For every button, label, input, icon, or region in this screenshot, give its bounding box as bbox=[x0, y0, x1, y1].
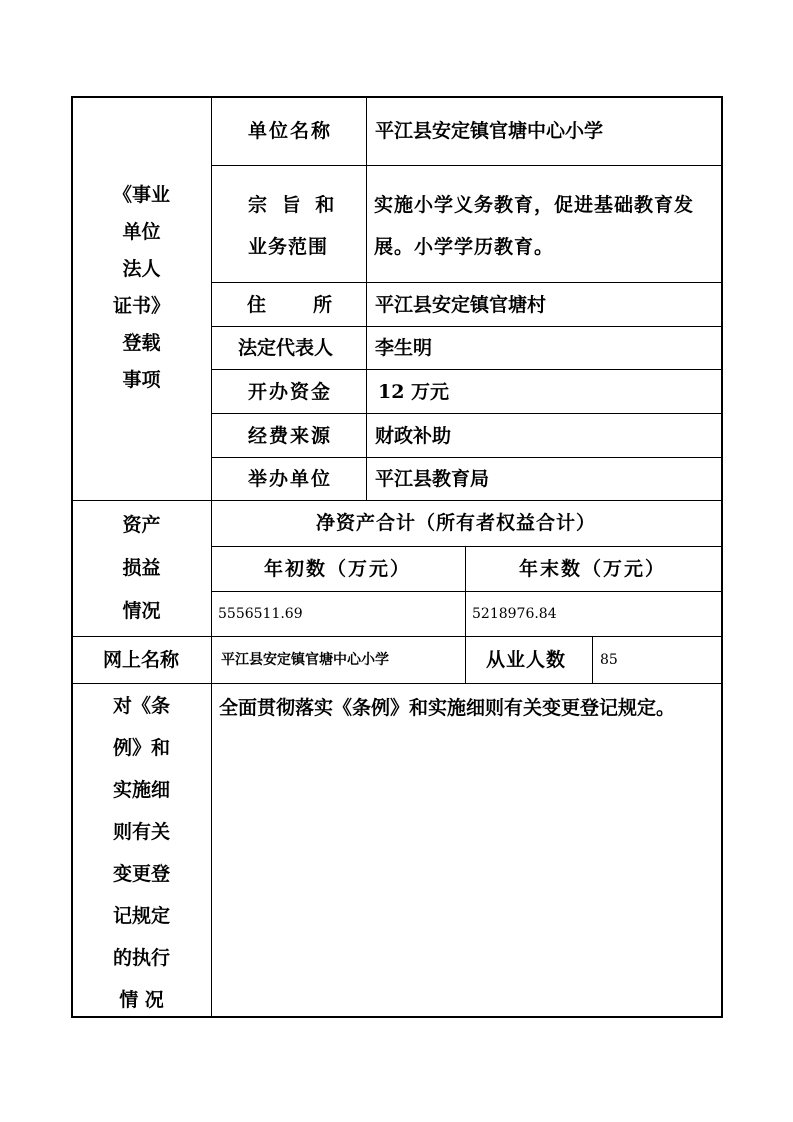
start-of-year-value: 5556511.69 bbox=[218, 606, 303, 622]
staff-count-value: 85 bbox=[600, 652, 618, 668]
registration-section-label bbox=[72, 186, 211, 408]
row-line bbox=[211, 591, 723, 592]
staff-count-label: 从业人数 bbox=[486, 649, 567, 671]
compliance-value: 全面贯彻落实《条例》和实施细则有关变更登记规定。 bbox=[219, 697, 676, 719]
section-label-line: 《事业 bbox=[112, 184, 170, 206]
divider-assets bbox=[71, 500, 723, 501]
section-label-line: 例》和 bbox=[112, 737, 170, 759]
section-label-line: 记规定 bbox=[112, 905, 170, 927]
capital-value: 12 万元 bbox=[378, 381, 450, 403]
section-label-line: 变更登 bbox=[112, 863, 170, 885]
border-top bbox=[71, 96, 723, 98]
purpose-label-line1: 宗 旨 和 bbox=[248, 194, 339, 216]
row-line bbox=[211, 165, 723, 166]
end-of-year-value: 5218976.84 bbox=[472, 606, 557, 622]
section-label-line: 单位 bbox=[122, 221, 161, 243]
assets-section-label bbox=[72, 516, 211, 645]
legal-rep-value: 李生明 bbox=[375, 337, 433, 359]
address-value: 平江县安定镇官塘村 bbox=[375, 294, 547, 316]
address-label: 住 所 bbox=[247, 294, 336, 316]
legal-rep-label: 法定代表人 bbox=[238, 337, 334, 359]
section-label-line: 损益 bbox=[122, 557, 161, 579]
section-label-line: 情 况 bbox=[119, 989, 164, 1011]
online-name-value: 平江县安定镇官塘中心小学 bbox=[221, 652, 389, 668]
section-label-line: 的执行 bbox=[112, 947, 170, 969]
compliance-section-label bbox=[72, 697, 211, 1033]
purpose-value-line2: 展。小学学历教育。 bbox=[374, 236, 555, 258]
section-label-line: 对《条 bbox=[112, 695, 170, 717]
section-label-line: 实施细 bbox=[112, 779, 170, 801]
row-line bbox=[211, 546, 723, 547]
section-label-line: 登载 bbox=[122, 332, 161, 354]
purpose-label-line2: 业务范围 bbox=[248, 236, 329, 258]
net-assets-header: 净资产合计（所有者权益合计） bbox=[316, 512, 597, 534]
divider-compliance bbox=[71, 683, 723, 684]
start-of-year-header: 年初数（万元） bbox=[264, 558, 412, 580]
unit-name-value: 平江县安定镇官塘中心小学 bbox=[375, 120, 604, 142]
divider-label-value bbox=[366, 96, 367, 500]
unit-name-label: 单位名称 bbox=[248, 120, 333, 142]
section-label-line: 事项 bbox=[122, 369, 161, 391]
online-name-label: 网上名称 bbox=[103, 649, 180, 671]
row-line bbox=[211, 369, 723, 370]
section-label-line: 资产 bbox=[122, 514, 161, 536]
funding-label: 经费来源 bbox=[248, 425, 333, 447]
divider-left-column bbox=[211, 96, 212, 1018]
capital-label: 开办资金 bbox=[248, 381, 333, 403]
funding-value: 财政补助 bbox=[375, 425, 452, 447]
section-label-line: 则有关 bbox=[112, 821, 170, 843]
row-line bbox=[211, 282, 723, 283]
sponsor-value: 平江县教育局 bbox=[375, 468, 490, 490]
section-label-line: 情况 bbox=[122, 600, 161, 622]
purpose-value-line1: 实施小学义务教育，促进基础教育发 bbox=[374, 194, 695, 216]
row-line bbox=[211, 457, 723, 458]
border-right bbox=[721, 96, 723, 1018]
section-label-line: 证书》 bbox=[112, 295, 170, 317]
end-of-year-header: 年末数（万元） bbox=[519, 558, 667, 580]
sponsor-label: 举办单位 bbox=[248, 468, 333, 490]
divider-staff-label bbox=[592, 636, 593, 683]
divider-start-end bbox=[465, 546, 466, 683]
row-line bbox=[211, 326, 723, 327]
row-line bbox=[211, 413, 723, 414]
section-label-line: 法人 bbox=[122, 258, 161, 280]
